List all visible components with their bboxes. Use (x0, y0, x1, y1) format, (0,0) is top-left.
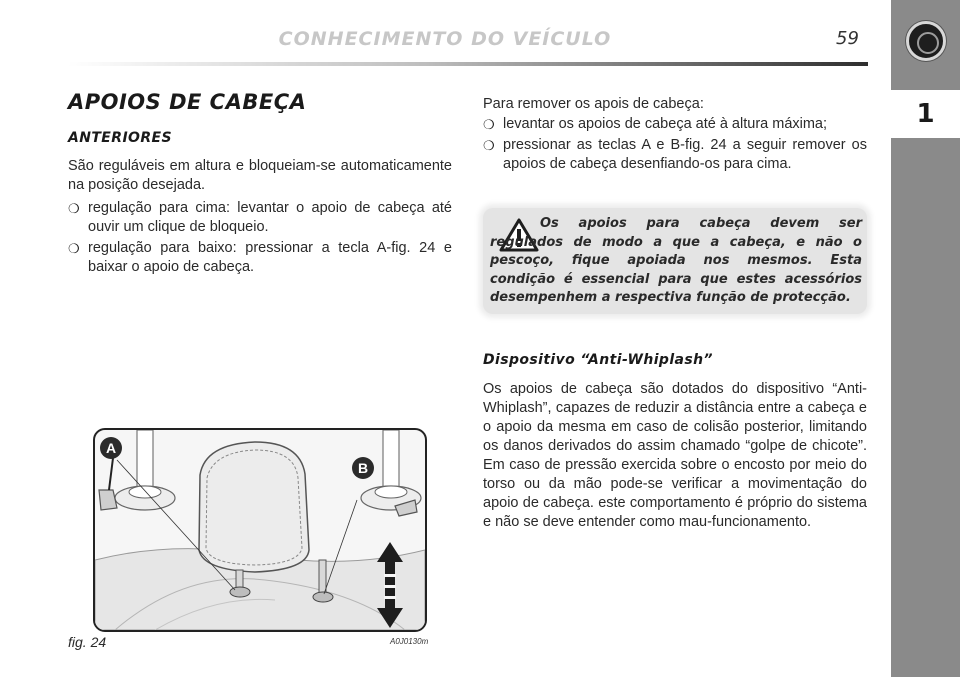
figure-caption: fig. 24 (68, 634, 107, 650)
headrest-illustration (95, 430, 425, 630)
removal-list (483, 115, 867, 174)
callout-a: A (105, 440, 117, 456)
header-rule (68, 62, 868, 66)
anti-whiplash-paragraph: Os apoios de cabeça são dotados do dispositivo “Anti-Whiplash”, capazes de reduzir a distância entre a cabeça e o apoio da mesma em caso de colisão posterior, limitando os danos derivados do assim chamado “golpe de chicote”. Em caso de pressão exercida sobre o encosto por meio do torso ou da mão pode-se verificar a movimentação do apoio de cabeça. este comportamento é próprio do sistema e não se deve entender como mau-funcionamento. (483, 381, 867, 530)
section-title: APOIOS DE CABEÇA (68, 90, 307, 114)
callout-b: B (357, 460, 369, 476)
page-number: 59 (836, 28, 859, 49)
list-item: ❍ regulação para baixo: pressionar a tecla A-fig. 24 e baixar o apoio de cabeça. (68, 239, 452, 277)
adjustment-list (68, 199, 452, 277)
warning-message: Os apoios para cabeça devem ser regulados de modo a que a cabeça, e não o pescoço, fique apoiada nos mesmos. Esta condição é essencial para que estes acessórios desempenhem a respectiva função de protecção. (490, 216, 862, 305)
chapter-tab[interactable]: 1 (891, 90, 960, 138)
anti-whiplash-title: Dispositivo “Anti-Whiplash” (483, 352, 713, 368)
running-title: CONHECIMENTO DO VEÍCULO (278, 28, 612, 50)
list-item: ❍ regulação para cima: levantar o apoio de cabeça até ouvir um clique de bloqueio. (68, 199, 452, 237)
list-item: ❍ levantar os apoios de cabeça até à altura máxima; (483, 115, 867, 134)
figure-illustration (93, 428, 427, 632)
removal-intro: Para remover os apois de cabeça: (483, 96, 704, 112)
section-subtitle: ANTERIORES (68, 130, 172, 146)
warning-indent (490, 226, 540, 227)
brand-logo-icon (906, 21, 946, 61)
figure-code: A0J0130m (390, 637, 429, 646)
list-item: ❍ pressionar as teclas A e B-fig. 24 a seguir remover os apoios de cabeça desenfiando-os para cima. (483, 136, 867, 174)
warning-text (490, 215, 862, 308)
intro-paragraph: São reguláveis em altura e bloqueiam-se automaticamente na posição desejada. (68, 158, 452, 193)
